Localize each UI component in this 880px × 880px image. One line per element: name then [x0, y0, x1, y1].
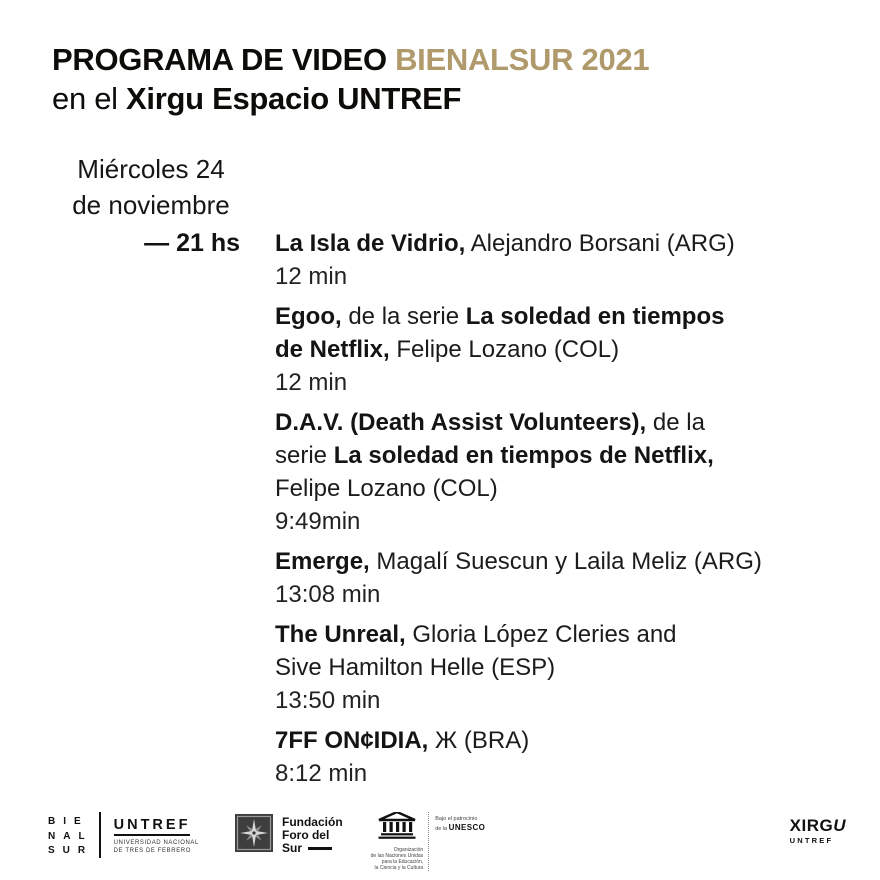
untref-logo-sub	[114, 840, 199, 855]
unesco-caption	[371, 847, 424, 871]
program-line	[275, 406, 762, 439]
program-entry	[275, 406, 762, 538]
footer-logos	[48, 812, 846, 871]
work-title: The Unreal,	[275, 621, 406, 648]
work-credits: Alejandro Borsani (ARG)	[465, 230, 735, 257]
foro-line2: Foro del	[281, 828, 330, 842]
patronage-line1: Bajo el patrocinio	[435, 816, 478, 822]
fundacion-foro-del-sur-logo	[235, 814, 343, 857]
duration-label: 13:08 min	[275, 581, 381, 608]
compass-icon	[235, 814, 273, 857]
subtitle-venue: Xirgu Espacio UNTREF	[126, 81, 462, 116]
program-line	[275, 545, 762, 578]
foro-line1: Fundación	[281, 815, 343, 829]
unesco-logo	[371, 812, 486, 871]
work-credits: Magalí Suescun y Laila Meliz (ARG)	[369, 548, 762, 575]
untref-logo	[114, 816, 199, 855]
program-line	[275, 227, 762, 260]
program-entry	[275, 618, 762, 717]
bienalsur-row1: BIE	[48, 816, 89, 827]
untref-logo-name: UNTREF	[114, 817, 191, 836]
work-credits: de la serie	[341, 303, 466, 330]
program-list	[275, 227, 762, 797]
page-title	[52, 40, 649, 79]
work-title: La soledad en tiempos de Netflix,	[333, 442, 714, 469]
event-time: — 21 hs	[144, 229, 240, 257]
subtitle-prefix: en el	[52, 81, 127, 116]
unesco-caption-line2: de las Naciones Unidas	[370, 853, 424, 859]
work-credits: Felipe Lozano (COL)	[389, 336, 620, 363]
unesco-temple-block	[371, 812, 430, 871]
work-title: La soledad en tiempos	[465, 303, 725, 330]
program-line	[275, 300, 762, 333]
program-line	[275, 439, 762, 472]
work-title: La Isla de Vidrio,	[275, 230, 466, 257]
duration-label: 13:50 min	[275, 687, 381, 714]
work-title: D.A.V. (Death Assist Volunteers),	[275, 409, 647, 436]
work-credits: de la	[646, 409, 705, 436]
untref-sub-line1: UNIVERSIDAD NACIONAL	[113, 840, 199, 846]
event-date-line1: Miércoles 24	[77, 154, 225, 184]
duration-label: 9:49min	[275, 508, 361, 535]
program-entry	[275, 227, 762, 293]
program-line	[275, 651, 762, 684]
foro-line3: Sur	[282, 842, 343, 855]
xirgu-untref-logo	[790, 817, 846, 845]
work-title: 7FF ON¢IDIA,	[275, 727, 429, 754]
foro-dash	[308, 847, 332, 850]
unesco-temple-icon	[378, 826, 416, 843]
unesco-caption-line4: la Ciencia y la Cultura	[374, 865, 424, 871]
program-line	[275, 724, 762, 757]
duration-label: 12 min	[275, 369, 348, 396]
event-date	[56, 151, 246, 223]
event-date-line2: de noviembre	[72, 190, 230, 220]
program-line	[275, 333, 762, 366]
work-credits: Ж (BRA)	[428, 727, 530, 754]
duration-label: 8:12 min	[275, 760, 368, 787]
title-accent: BIENALSUR 2021	[395, 42, 650, 77]
xirgu-wordmark: XIRGU	[789, 816, 846, 835]
unesco-caption-line3: para la Educación,	[381, 859, 424, 865]
work-credits: Felipe Lozano (COL)	[275, 475, 498, 502]
bienalsur-logo	[48, 815, 93, 859]
program-entry	[275, 300, 762, 399]
footer-divider	[99, 812, 101, 858]
work-title: Egoo,	[275, 303, 342, 330]
foro-logo-text	[282, 814, 343, 857]
duration-label: 12 min	[275, 263, 348, 290]
work-title: Emerge,	[275, 548, 370, 575]
work-title: de Netflix,	[275, 336, 390, 363]
poster-header	[52, 40, 649, 118]
program-line	[275, 618, 762, 651]
untref-sub-line2: DE TRES DE FEBRERO	[113, 847, 191, 854]
work-credits: serie	[275, 442, 334, 469]
work-credits: Sive Hamilton Helle (ESP)	[275, 654, 556, 681]
bienalsur-row2: NAL	[48, 830, 93, 842]
bienalsur-row3: SUR	[48, 845, 94, 856]
program-entry	[275, 724, 762, 790]
unesco-patronage	[435, 812, 485, 871]
program-line	[275, 472, 762, 505]
xirgu-sub-label: UNTREF	[789, 836, 834, 845]
program-entry	[275, 545, 762, 611]
patronage-line2: de la UNESCO	[435, 823, 486, 832]
title-main: PROGRAMA DE VIDEO	[52, 42, 396, 77]
unesco-caption-line1: Organización	[393, 847, 424, 853]
unesco-wordmark: UNESCO	[448, 823, 486, 832]
page-subtitle	[52, 79, 649, 118]
work-credits: Gloria López Cleries and	[405, 621, 677, 648]
